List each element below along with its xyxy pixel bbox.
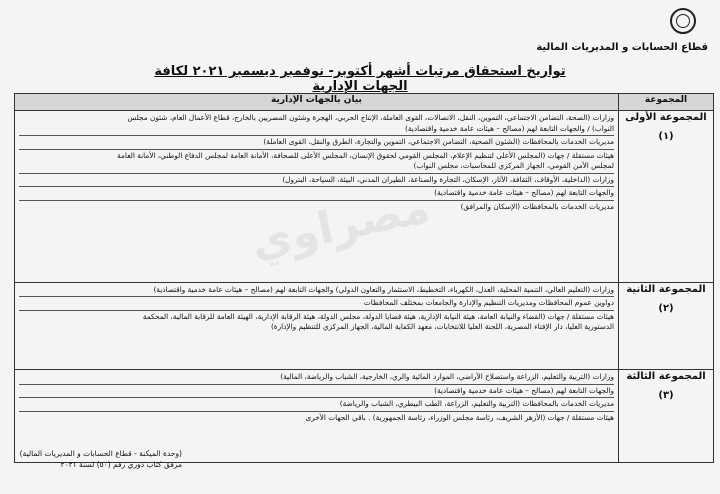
- group-label-cell: [619, 111, 714, 283]
- entity-line: النواب) / والجهات التابعة لهم (مصالح – هيئات عامة خدمية واقتصادية): [405, 123, 614, 133]
- group-label-cell: [619, 370, 714, 463]
- entity-line: والجهات التابعة لهم (مصالح – هيئات عامة خدمية واقتصادية): [19, 384, 614, 397]
- group-name: المجموعة الثالثة: [626, 371, 706, 383]
- entity-line: وزارات (التعليم العالي، التنمية المحلية، العدل، الكهرباء، التخطيط، الاستثمار والتعاون الدولي) والجهات التابعة لهم (مصالح – هيئات عامة خدمية واقتصادية): [153, 284, 614, 294]
- page-title: تواريخ استحقاق مرتبات أشهر أكتوبر- نوفمبر ديسمبر ٢٠٢١ لكافة الجهات الإدارية: [154, 64, 566, 94]
- group-entities-cell: [15, 111, 619, 283]
- footer-line-2: مرفق كتاب دوري رقم (٥٠) لسنة ٢٠٢١: [60, 460, 182, 469]
- group-name: المجموعة الثانية: [626, 283, 706, 295]
- group-name: المجموعة الأولى: [625, 112, 707, 123]
- entity-line: هيئات مستقلة / جهات (القضاء والنيابة العامة، هيئة النيابة الإدارية، هيئة قضايا الدولة، مجلس الدولة، هيئة الرقابة الإدارية، الهيئة العامة للرقابة المالية، المحكمة: [19, 310, 614, 323]
- footer-line-1: (وحدة الميكنة - قطاع الحسابات و المديريات المالية): [19, 449, 182, 458]
- entity-line: وزارات (التربية والتعليم، الزراعة واستصلاح الأراضي، الموارد المائية والري، الخارجية، الشباب والرياضة، المالية): [280, 372, 614, 382]
- group-number: (٢): [658, 302, 674, 314]
- col-header-group: المجموعة: [619, 94, 714, 111]
- group-row: [15, 282, 714, 370]
- col-header-entities: بيان بالجهات الإدارية: [15, 94, 619, 111]
- group-label-cell: [619, 282, 714, 370]
- entity-line: دواوين عموم المحافظات ومديريات التنظيم والإدارة والجامعات بمختلف المحافظات: [19, 296, 614, 309]
- group-number: (١): [658, 131, 674, 142]
- group-row: [15, 111, 714, 283]
- entity-line: مديريات الخدمات بالمحافظات (الشئون الصحية، التضامن الاجتماعي، التموين والتجارة، الطرق والنقل، القوى العاملة): [19, 135, 614, 148]
- entity-line: هيئات مستقلة / جهات (المجلس الأعلى لتنظيم الإعلام، المجلس القومي لحقوق الإنسان، المجلس الأعلى للصحافة، الأمانة العامة لمجلس الدفاع الوطني، الأمانة العامة: [19, 149, 614, 162]
- salary-schedule-table: [14, 93, 714, 463]
- watermark: مصراوي: [246, 181, 435, 270]
- entity-line: هيئات مستقلة / جهات (الأزهر الشريف، رئاسة مجلس الوزراء، رئاسة الجمهورية) . باقي الجهات الأخرى: [19, 411, 614, 424]
- org-name: قطاع الحسابات و المديريات المالية: [536, 42, 708, 53]
- entity-line: مديريات الخدمات بالمحافظات (التربية والتعليم، الزراعة، الطب البيطري، الشباب والرياضة): [19, 397, 614, 410]
- footer: [12, 448, 182, 470]
- entity-line: مديريات الخدمات بالمحافظات (الإسكان والمرافق): [19, 200, 614, 213]
- ministry-logo: [670, 8, 696, 34]
- entity-line: والجهات التابعة لهم (مصالح – هيئات عامة خدمية واقتصادية): [19, 186, 614, 199]
- group-number: (٣): [658, 390, 674, 402]
- entity-line: لمجلس الأمن القومي، الجهاز المركزي للمحاسبات، مجلس النواب): [413, 161, 614, 170]
- group-entities-cell: [15, 282, 619, 370]
- entity-line: الدستورية العليا، دار الإفتاء المصرية، اللجنة العليا للانتخابات، معهد الكفاية المالية، الجهاز المركزي للتنظيم والإدارة): [270, 322, 614, 332]
- entity-line: وزارات (الداخلية، الأوقاف، الثقافة، الآثار، الإسكان، التجارة والصناعة، الطيران المدني، البيئة، السياحة، البترول): [19, 173, 614, 186]
- entity-line: وزارات (الصحة، التضامن الاجتماعي، التموين، النقل، الاتصالات، القوى العاملة، الإنتاج الحربي، الهجرة وشئون المصريين بالخارج، قطاع الأعمال العام، شئون مجلس: [127, 113, 614, 122]
